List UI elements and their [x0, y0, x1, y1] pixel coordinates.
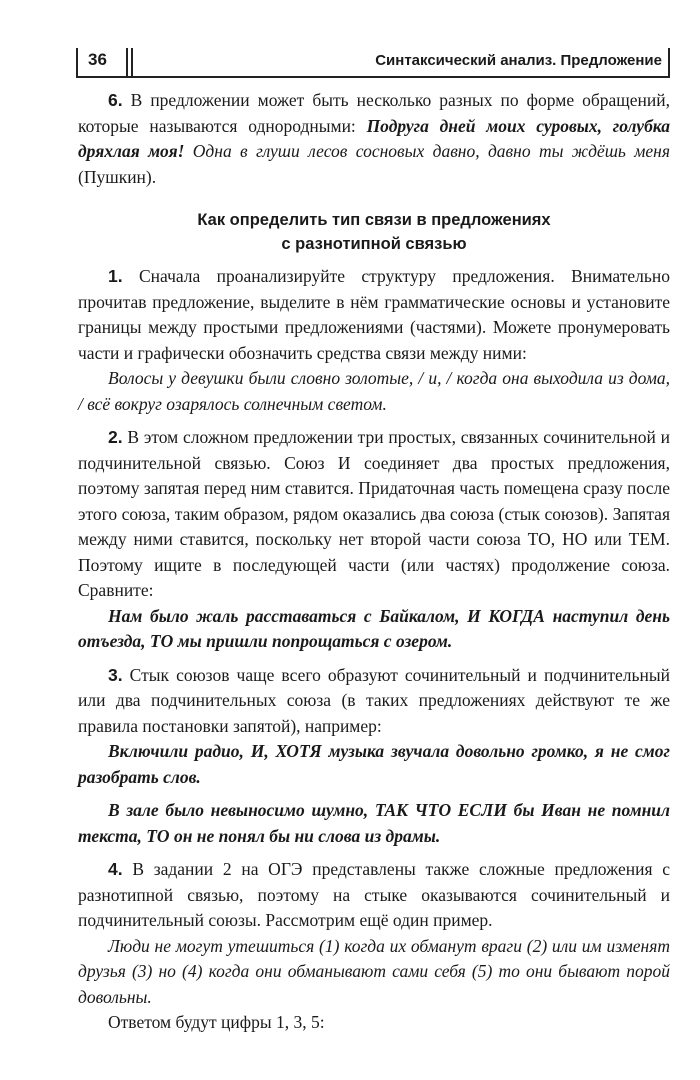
- step-3-text: Стык союзов чаще всего образуют сочинительный и подчинительный или два подчинительных союза (в таких предложениях действуют те же правила постановки запятой), например:: [78, 664, 670, 736]
- step-2-example-part-a: Нам было жаль расставаться с Байкалом,: [108, 605, 468, 626]
- step-1-example: Волосы у девушки были словно золотые, / и, / когда она выходила из дома, / всё вокруг озарялось солнечным светом.: [78, 368, 670, 414]
- step-3-example-1-part-a: Включили радио,: [108, 741, 251, 761]
- step-1-text: Сначала проанализируйте структуру предложения. Внимательно прочитав предложение, выделите в нём грамматические основы и установите границы между простыми предложениями (частями). Можете пронумеровать части и графически обозначить средства связи между ними:: [78, 266, 670, 363]
- step-3-example-2-part-e: он не понял бы ни слова из драмы.: [169, 825, 441, 846]
- step-2-text: В этом сложном предложении три простых, связанных сочинительной и подчинительной связью. Союз И соединяет два простых предложения, поэтому запятая перед ним ставится. Придаточная часть помещена сразу после этого союза, таким образом, рядом оказались два союза (стык союзов). Запятая между ними ставится, поскольку нет второй части союза ТО, НО или ТЕМ. Поэтому ищите в последующей части (или частях) продолжение союза. Сравните:: [78, 427, 670, 600]
- step-3-example-2-part-d: ТО: [146, 825, 170, 846]
- step-2-example-part-d: ТО: [149, 631, 174, 651]
- section-heading: [78, 208, 670, 256]
- section-heading-line-2: с разнотипной связью: [281, 235, 467, 253]
- running-title: Синтаксический анализ. Предложение: [375, 52, 662, 69]
- step-2: [78, 425, 670, 604]
- step-2-example: [78, 604, 670, 655]
- paragraph-6-example-bold: Подруга дней моих суровых, голубка дряхлая моя!: [78, 115, 670, 161]
- step-3-example-2: [78, 798, 670, 849]
- step-4: [78, 857, 670, 934]
- page-number: 36: [88, 50, 107, 69]
- step-3-example-1-part-c: музыка звучала довольно громко, я не смог разобрать слов.: [78, 741, 670, 787]
- step-3-example-1-part-b: И, ХОТЯ: [250, 741, 322, 761]
- step-3-number: 3.: [108, 664, 123, 685]
- step-3-example-1: [78, 739, 670, 790]
- step-4-example: Люди не могут утешиться (1) когда их обманут враги (2) или им изменят друзья (3) но (4) когда они обманывают сами себя (5) то они бывают порой довольны.: [78, 935, 670, 1007]
- step-2-number: 2.: [108, 427, 123, 447]
- step-2-example-part-e: мы пришли попрощаться с озером.: [173, 631, 453, 651]
- step-3: [78, 663, 670, 740]
- step-3-example-2-part-a: В зале было невыносимо шумно,: [108, 800, 375, 820]
- paragraph-6-example-italic: Одна в глуши лесов сосновых давно, давно ты ждёшь меня: [184, 141, 670, 161]
- step-4-answer: Ответом будут цифры 1, 3, 5:: [108, 1012, 325, 1032]
- step-3-example-2-part-c: бы Иван не помнил текста,: [78, 800, 670, 846]
- header-right-rule: [668, 48, 670, 76]
- step-1-number: 1.: [108, 266, 123, 286]
- paragraph-6: [78, 88, 670, 190]
- page-content: [78, 88, 670, 1036]
- paragraph-6-text: В предложении может быть несколько разных по форме обращений, которые называются однородными:: [78, 90, 670, 136]
- section-heading-line-1: Как определить тип связи в предложениях: [197, 211, 551, 229]
- step-2-example-part-c: наступил день отъезда,: [78, 605, 670, 651]
- item-number-6: 6.: [108, 90, 123, 110]
- header-double-rule-2: [131, 48, 133, 76]
- step-4-text: В задании 2 на ОГЭ представлены также сложные предложения с разнотипной связью, поэтому на стыке оказываются сочинительный и подчинительный союзы. Рассмотрим ещё один пример.: [78, 859, 670, 930]
- header-double-rule-1: [126, 48, 128, 76]
- paragraph-6-source: (Пушкин).: [78, 166, 157, 187]
- step-2-example-part-b: И КОГДА: [467, 605, 545, 626]
- step-3-example-2-part-b: ТАК ЧТО ЕСЛИ: [374, 800, 507, 820]
- header-left-rule: [76, 48, 78, 76]
- step-4-number: 4.: [108, 859, 123, 879]
- step-1: [78, 264, 670, 366]
- running-header: [76, 46, 670, 78]
